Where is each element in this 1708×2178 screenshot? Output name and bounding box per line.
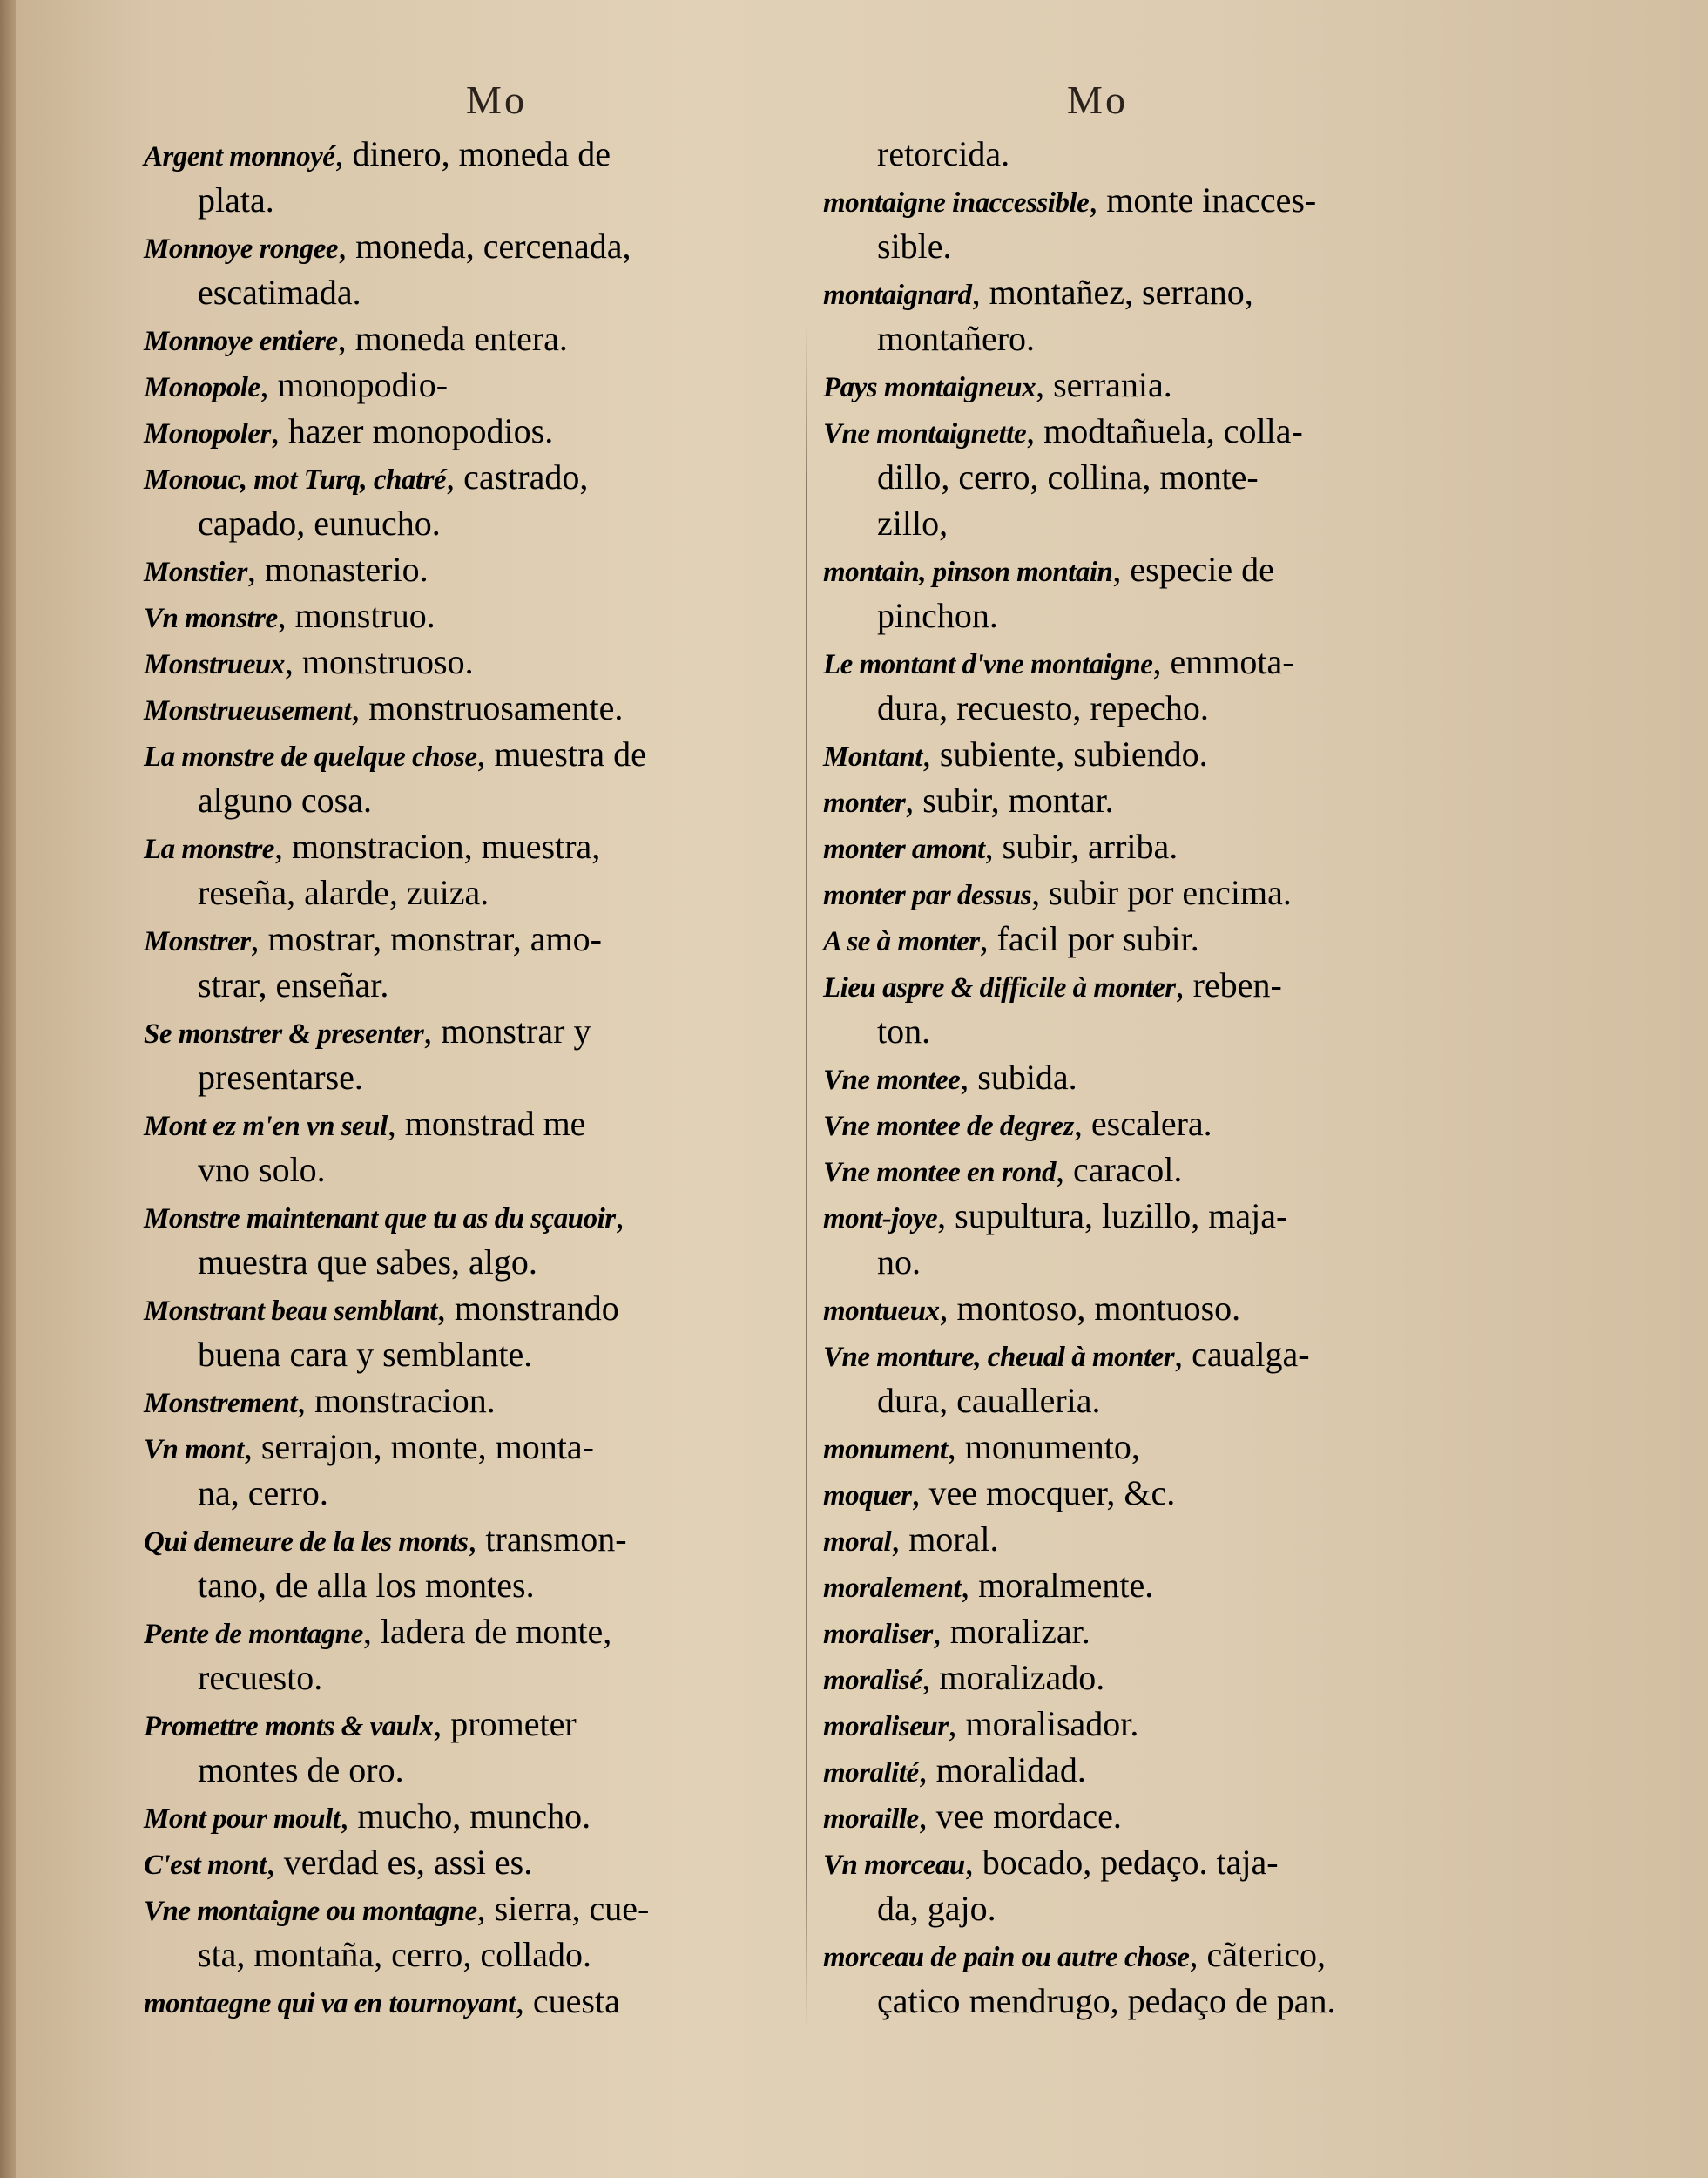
gloss: , moralizar. [932,1612,1090,1651]
headword: moralité [823,1757,919,1789]
gloss: , monstruo. [277,596,435,635]
entry-line [823,1747,1546,1793]
entry-line [823,1146,1546,1193]
gloss: , mucho, muncho. [340,1796,591,1836]
headword: Lieu aspre & difficile à monter [823,972,1176,1004]
entry-line [144,1239,814,1285]
headword: monter par dessus [823,880,1032,911]
headword: Qui demeure de la les monts [144,1526,469,1558]
entry-line [823,823,1546,869]
entry-line [823,685,1546,731]
headword: montaegne qui va en tournoyant [144,1988,516,2019]
entry-line [823,1885,1546,1931]
entry-line [823,177,1546,223]
page-edge [0,0,16,2178]
gloss: , serrania. [1036,365,1172,404]
entry-line [144,916,814,962]
gloss: , monstracion, muestra, [273,827,601,866]
gloss: , subir, arriba. [984,827,1178,866]
entry-line [144,131,814,177]
gloss: , monstrad me [387,1104,586,1143]
entry-line [823,1931,1546,1978]
gloss: , sierra, cue- [476,1889,650,1928]
entry-line [823,454,1546,500]
gloss: retorcida. [877,134,1010,173]
gloss: çatico mendrugo, pedaço de pan. [877,1981,1336,2020]
entry-line [144,1424,814,1470]
entry-line [823,1100,1546,1146]
headword: Monstre maintenant que tu as du sçauoir [144,1203,616,1234]
gloss: , subiente, subiendo. [922,734,1208,774]
gloss: alguno cosa. [198,781,372,820]
entry-line [144,1285,814,1331]
headword: Monstier [144,557,247,588]
entry-line [144,315,814,362]
gloss: , subida. [960,1058,1077,1097]
entry-line [144,869,814,916]
entry-line [823,1193,1546,1239]
entry-line [144,177,814,223]
entry-line [144,1008,814,1054]
gloss: recuesto. [198,1658,323,1697]
entry-line [144,1562,814,1608]
gloss: , muestra de [476,734,646,774]
gloss: , especie de [1112,550,1274,589]
headword: monter amont [823,834,985,865]
gloss: , prometer [433,1704,577,1743]
entry-line [144,454,814,500]
headword: Vn morceau [823,1850,965,1881]
entry-line [144,685,814,731]
gloss: sible. [877,227,952,266]
gloss: plata. [198,180,274,220]
gloss: , moneda, cercenada, [338,227,631,266]
headword: Promettre monts & vaulx [144,1711,434,1742]
gloss: , monopodio- [260,365,449,404]
entry-line [823,1008,1546,1054]
entry-line [823,408,1546,454]
gloss: no. [877,1242,921,1282]
entry-line [144,1377,814,1424]
headword: Montant [823,741,922,773]
gloss: dura, caualleria. [877,1381,1101,1420]
headword: monument [823,1434,948,1465]
gloss: , verdad es, assi es. [266,1843,533,1882]
gloss: , monstrar y [423,1011,591,1051]
headword: Vne montee en rond [823,1157,1056,1188]
gloss: , subir por encima. [1031,873,1292,912]
gloss: ton. [877,1011,931,1051]
entry-line [144,1839,814,1885]
gloss: , bocado, pedaço. taja- [964,1843,1279,1882]
entry-line [823,1516,1546,1562]
gloss: dillo, cerro, collina, monte- [877,457,1259,497]
gloss: , monstracion. [297,1381,496,1420]
gloss: dura, recuesto, repecho. [877,688,1209,727]
gloss: , modtañuela, colla- [1026,411,1303,450]
headword: montain, pinson montain [823,557,1113,588]
gloss: da, gajo. [877,1889,996,1928]
gloss: , moralmente. [961,1566,1154,1605]
gloss: , moneda entera. [337,319,568,358]
gloss: , escalera. [1073,1104,1212,1143]
entry-line [144,1146,814,1193]
entry-line [823,1839,1546,1885]
entry-line [144,1470,814,1516]
headword: Vne montee [823,1065,961,1096]
entry-line [823,362,1546,408]
headword: Mont ez m'en vn seul [144,1111,388,1142]
headword: Monnoye entiere [144,326,338,357]
headword: morceau de pain ou autre chose [823,1942,1190,1973]
entry-line [823,1701,1546,1747]
headword: monter [823,788,906,819]
headword: Monnoye rongee [144,233,339,265]
gloss: , caracol. [1055,1150,1183,1189]
gloss: , emmota- [1152,642,1294,681]
headword: Monopole [144,372,260,403]
headword: Monstrer [144,926,251,957]
headword: montaigne inaccessible [823,187,1090,219]
gloss: , cuesta [515,1981,620,2020]
gloss: , hazer monopodios. [270,411,554,450]
entry-line [823,1793,1546,1839]
entry-line [144,777,814,823]
gloss: , caualga- [1174,1335,1310,1374]
entry-line [144,546,814,592]
gloss: tano, de alla los montes. [198,1566,535,1605]
entry-line [823,131,1546,177]
gloss: reseña, alarde, zuiza. [198,873,489,912]
headword: moquer [823,1480,912,1512]
gloss: montañero. [877,319,1036,358]
gloss: capado, eunucho. [198,504,441,543]
headword: montaignard [823,280,972,311]
headword: Monouc, mot Turq, chatré [144,464,447,496]
entry-line [144,962,814,1008]
entry-line [823,962,1546,1008]
entry-line [144,223,814,269]
gloss: , monstrando [436,1289,619,1328]
entry-line [823,777,1546,823]
gloss: vno solo. [198,1150,326,1189]
headword: moralisé [823,1665,922,1696]
entry-line [144,823,814,869]
headword: Monstrant beau semblant [144,1295,437,1327]
gloss: , monstruoso. [284,642,474,681]
entry-line [823,315,1546,362]
entry-line [823,731,1546,777]
headword: moraille [823,1803,919,1835]
entry-line [144,1516,814,1562]
entry-line [144,1331,814,1377]
entry-line [144,408,814,454]
entry-line [823,1377,1546,1424]
headword: Vn mont [144,1434,244,1465]
headword: La monstre de quelque chose [144,741,477,773]
entry-line [144,639,814,685]
headword: Pente de montagne [144,1619,363,1650]
entry-line [823,639,1546,685]
gloss: , moralisador. [948,1704,1139,1743]
gloss: , vee mordace. [918,1796,1122,1836]
entry-line [144,1654,814,1701]
entry-line [144,1054,814,1100]
entry-line [144,1100,814,1146]
headword: Mont pour moult [144,1803,341,1835]
entry-line [144,1931,814,1978]
entry-line [823,1331,1546,1377]
gloss: , [615,1196,624,1235]
gloss: , transmon- [468,1519,627,1559]
entry-line [144,269,814,315]
gloss: , subir, montar. [905,781,1114,820]
gloss: , monte inacces- [1089,180,1317,220]
entry-line [823,592,1546,639]
gloss: , vee mocquer, &c. [911,1473,1176,1512]
gloss: , moralidad. [918,1750,1086,1789]
gloss: buena cara y semblante. [198,1335,533,1374]
gloss: , monstruosamente. [351,688,624,727]
headword: moraliseur [823,1711,949,1742]
entry-line [144,731,814,777]
gloss: presentarse. [198,1058,363,1097]
headword: Argent monnoyé [144,141,335,172]
gloss: , reben- [1175,965,1282,1004]
headword: Vne montaignette [823,418,1027,450]
right-column [823,131,1546,2024]
gloss: , monasterio. [246,550,429,589]
entry-line [144,1193,814,1239]
gloss: , serrajon, monte, monta- [243,1427,594,1466]
headword: Pays montaigneux [823,372,1036,403]
left-column [144,131,814,2024]
entry-line [823,1470,1546,1516]
headword: moral [823,1526,892,1558]
gloss: strar, enseñar. [198,965,389,1004]
entry-line [823,1424,1546,1470]
gloss: , moral. [891,1519,999,1559]
gloss: , monumento, [947,1427,1140,1466]
entry-line [144,1608,814,1654]
entry-line [144,1793,814,1839]
entry-line [823,500,1546,546]
gloss: muestra que sabes, algo. [198,1242,537,1282]
gloss: , moralizado. [922,1658,1105,1697]
entry-line [823,546,1546,592]
entry-line [144,1978,814,2024]
entry-line [823,1239,1546,1285]
headword: Monopoler [144,418,271,450]
entry-line [144,500,814,546]
headword: Vn monstre [144,603,278,634]
headword: Monstrueusement [144,695,352,727]
headword: A se à monter [823,926,980,957]
gloss: , castrado, [446,457,589,497]
entry-line [823,869,1546,916]
headword: Se monstrer & presenter [144,1018,424,1050]
headword: Vne monture, cheual à monter [823,1342,1175,1373]
gloss: , montañez, serrano, [971,273,1253,312]
headword: Monstrement [144,1388,298,1419]
headword: mont-joye [823,1203,938,1234]
gloss: , montoso, montuoso. [939,1289,1241,1328]
headword: C'est mont [144,1850,267,1881]
gloss: zillo, [877,504,949,543]
entry-line [823,1285,1546,1331]
headword: Vne montee de degrez [823,1111,1074,1142]
gloss: escatimada. [198,273,361,312]
gloss: , dinero, moneda de [334,134,611,173]
entry-line [823,223,1546,269]
gloss: sta, montaña, cerro, collado. [198,1935,592,1974]
headword: Monstrueux [144,649,285,680]
running-head-left: Mo [466,78,527,122]
gloss: , cãterico, [1189,1935,1326,1974]
entry-line [823,1054,1546,1100]
entry-line [144,1701,814,1747]
gloss: , ladera de monte, [362,1612,612,1651]
entry-line [144,1885,814,1931]
headword: moraliser [823,1619,933,1650]
entry-line [823,269,1546,315]
running-head-right: Mo [1067,78,1128,122]
headword: moralement [823,1573,962,1604]
headword: montueux [823,1295,940,1327]
gloss: , mostrar, monstrar, amo- [250,919,602,958]
entry-line [823,1978,1546,2024]
gloss: , facil por subir. [979,919,1199,958]
entry-line [144,1747,814,1793]
entry-line [823,916,1546,962]
headword: Le montant d'vne montaigne [823,649,1153,680]
headword: La monstre [144,834,274,865]
entry-line [144,592,814,639]
gloss: pinchon. [877,596,998,635]
entry-line [823,1654,1546,1701]
gloss: , supultura, luzillo, maja- [937,1196,1288,1235]
entry-line [823,1562,1546,1608]
gloss: na, cerro. [198,1473,328,1512]
entry-line [144,362,814,408]
headword: Vne montaigne ou montagne [144,1896,477,1927]
gloss: montes de oro. [198,1750,404,1789]
entry-line [823,1608,1546,1654]
